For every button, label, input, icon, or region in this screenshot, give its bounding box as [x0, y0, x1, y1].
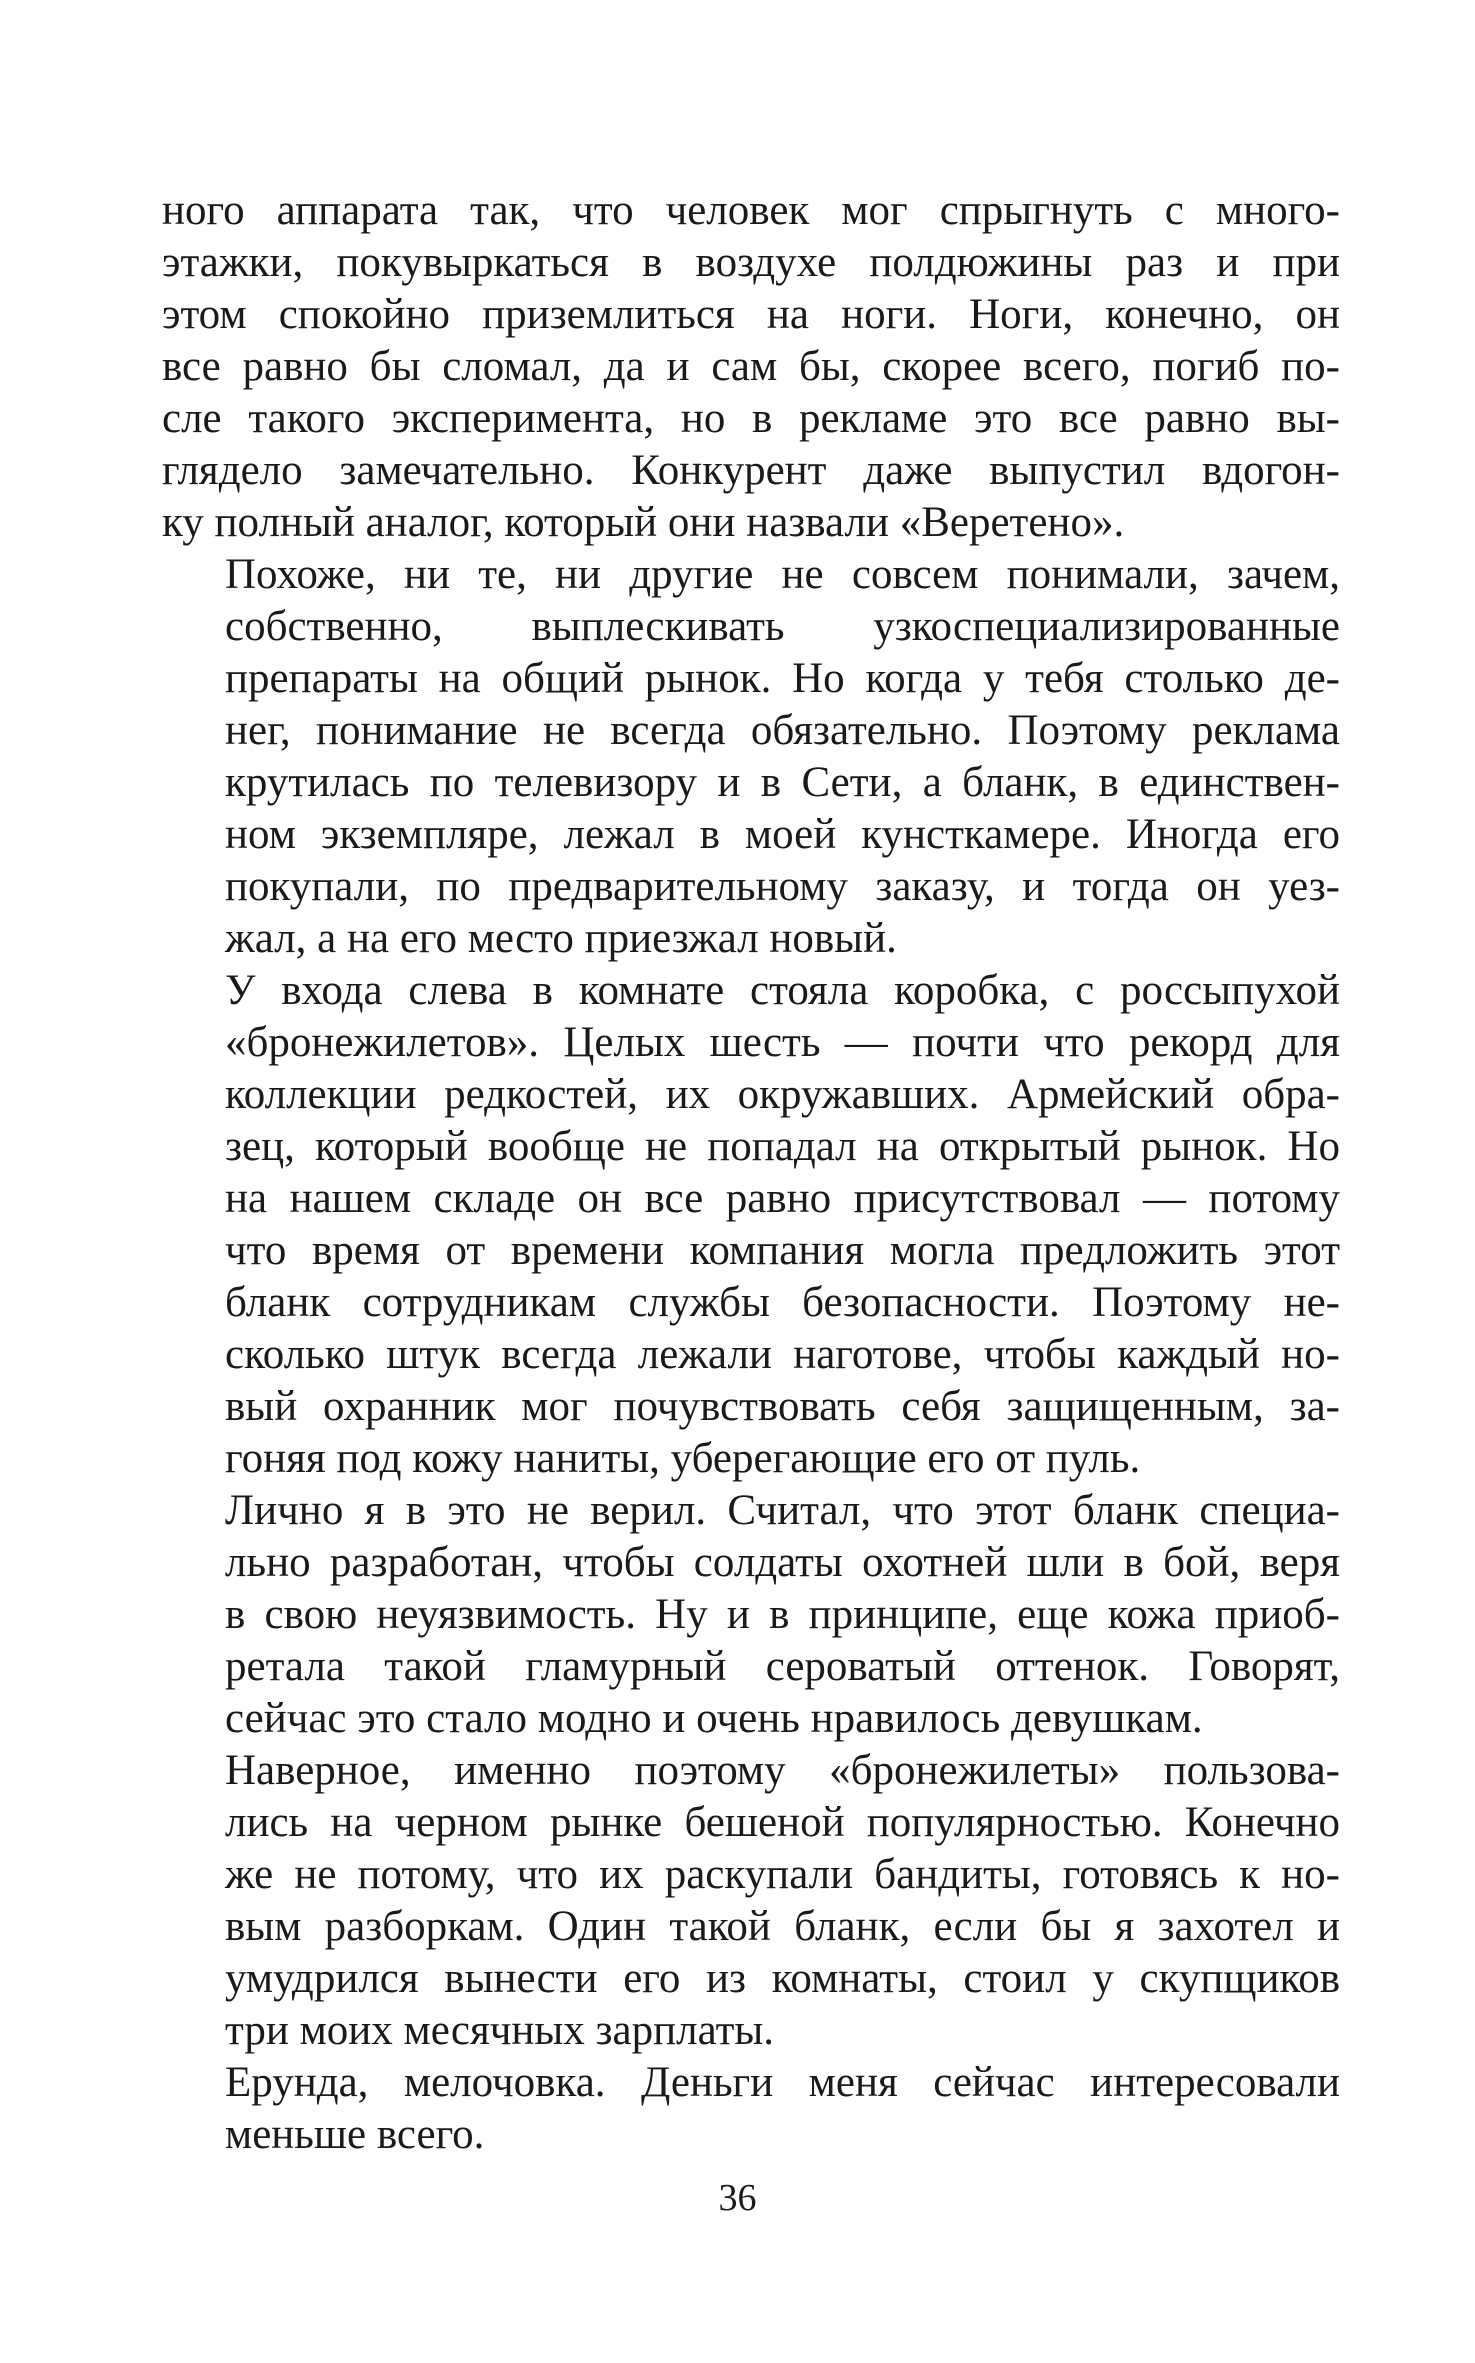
text-line: «бронежилетов». Целых шесть — почти что рекорд для	[225, 1019, 1340, 1066]
text-line: ного аппарата так, что человек мог спрыгнуть с много-	[162, 187, 1340, 234]
text-line: лись на черном рынке бешеной популярностью. Конечно	[225, 1799, 1340, 1846]
text-line: покупали, по предварительному заказу, и тогда он уез-	[225, 863, 1340, 910]
paragraph	[162, 549, 1340, 965]
text-line: этом спокойно приземлиться на ноги. Ноги, конечно, он	[162, 291, 1340, 338]
text-line: умудрился вынести его из комнаты, стоил у скупщиков	[225, 1955, 1340, 2002]
text-line: сколько штук всегда лежали наготове, чтобы каждый но-	[225, 1331, 1340, 1378]
text-line: ку полный аналог, который они назвали «Веретено».	[162, 499, 1125, 546]
text-line: все равно бы сломал, да и сам бы, скорее всего, погиб по-	[162, 343, 1340, 390]
text-line: Наверное, именно поэтому «бронежилеты» пользова-	[225, 1747, 1340, 1794]
text-line: коллекции редкостей, их окружавших. Армейский обра-	[225, 1071, 1340, 1118]
paragraph	[162, 965, 1340, 1485]
text-line: сле такого эксперимента, но в рекламе это все равно вы-	[162, 395, 1340, 442]
text-line: три моих месячных зарплаты.	[225, 2007, 775, 2054]
text-line: что время от времени компания могла предложить этот	[225, 1227, 1340, 1274]
text-line: глядело замечательно. Конкурент даже выпустил вдогон-	[162, 447, 1340, 494]
text-line: бланк сотрудникам службы безопасности. Поэтому не-	[225, 1279, 1340, 1326]
page-number: 36	[718, 2177, 757, 2219]
text-line: на нашем складе он все равно присутствовал — потому	[225, 1175, 1340, 1222]
text-line: сейчас это стало модно и очень нравилось девушкам.	[225, 1695, 1203, 1742]
text-line: Лично я в это не верил. Считал, что этот бланк специа-	[225, 1487, 1340, 1534]
text-line: ретала такой гламурный сероватый оттенок. Говорят,	[225, 1643, 1340, 1690]
text-line: крутилась по телевизору и в Сети, а бланк, в единствен-	[225, 759, 1340, 806]
body-text	[162, 185, 1340, 2161]
text-line: У входа слева в комнате стояла коробка, с россыпухой	[225, 967, 1340, 1014]
text-line: вым разборкам. Один такой бланк, если бы я захотел и	[225, 1903, 1340, 1950]
text-line: зец, который вообще не попадал на открытый рынок. Но	[225, 1123, 1340, 1170]
text-line: же не потому, что их раскупали бандиты, готовясь к но-	[225, 1851, 1340, 1898]
text-line: нег, понимание не всегда обязательно. Поэтому реклама	[225, 707, 1340, 754]
paragraph	[162, 185, 1340, 549]
text-line: этажки, покувыркаться в воздухе полдюжины раз и при	[162, 239, 1340, 286]
text-line: Ерунда, мелочовка. Деньги меня сейчас интересовали	[225, 2059, 1340, 2106]
text-line: собственно, выплескивать узкоспециализированные	[225, 603, 1340, 650]
paragraph	[162, 1485, 1340, 1745]
text-line: препараты на общий рынок. Но когда у тебя столько де-	[225, 655, 1340, 702]
text-line: Похоже, ни те, ни другие не совсем понимали, зачем,	[225, 551, 1340, 598]
text-line: вый охранник мог почувствовать себя защищенным, за-	[225, 1383, 1340, 1430]
text-line: жал, а на его место приезжал новый.	[225, 915, 897, 962]
paragraph	[162, 2057, 1340, 2161]
text-line: меньше всего.	[225, 2111, 485, 2158]
text-line: гоняя под кожу наниты, уберегающие его от пуль.	[225, 1435, 1141, 1482]
text-line: в свою неуязвимость. Ну и в принципе, еще кожа приоб-	[225, 1591, 1340, 1638]
text-line: льно разработан, чтобы солдаты охотней шли в бой, веря	[225, 1539, 1340, 1586]
paragraph	[162, 1745, 1340, 2057]
text-line: ном экземпляре, лежал в моей кунсткамере. Иногда его	[225, 811, 1340, 858]
